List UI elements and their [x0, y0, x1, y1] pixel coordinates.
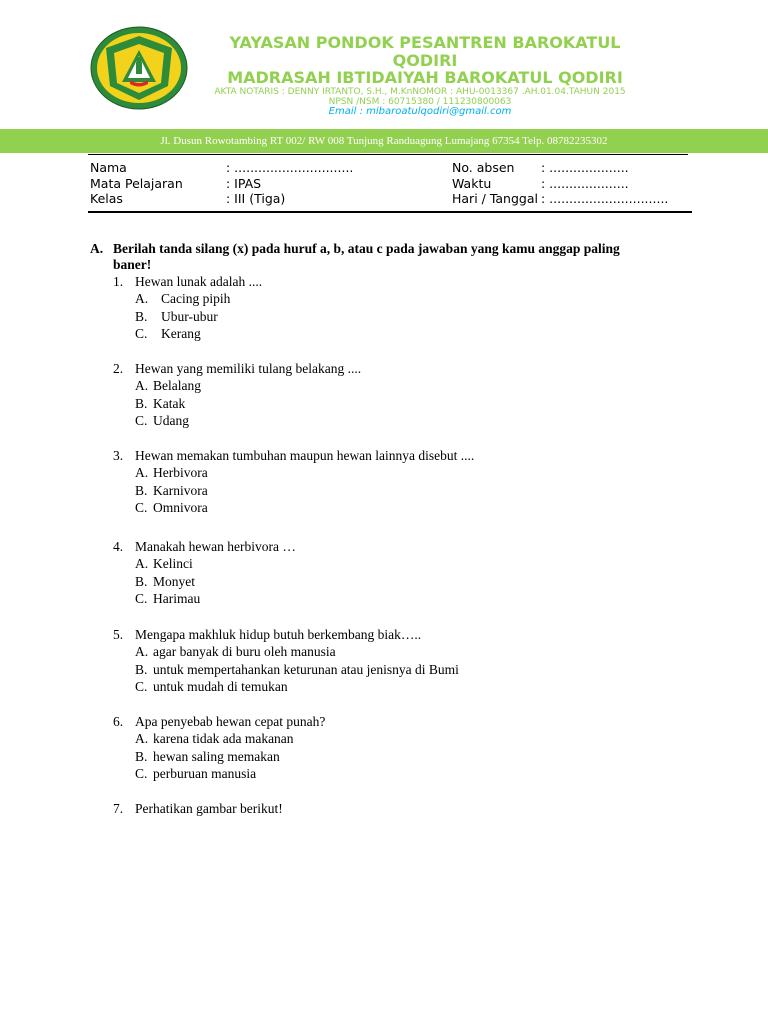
identity-top-rule	[88, 154, 688, 155]
class-value: : III (Tiga)	[226, 191, 286, 206]
option-letter[interactable]: C.	[135, 766, 148, 782]
absen-label: No. absen	[452, 160, 515, 175]
option-text: Herbivora	[153, 465, 208, 481]
option-text: Belalang	[153, 378, 201, 394]
section-instruction: Berilah tanda silang (x) pada huruf a, b, atau c pada jawaban yang kamu anggap paling baner!	[113, 241, 620, 272]
option-letter[interactable]: B.	[135, 308, 148, 324]
question-text: Mengapa makhluk hidup butuh berkembang biak…..	[135, 627, 422, 642]
option-letter[interactable]: B.	[135, 573, 148, 589]
name-label: Nama	[90, 160, 127, 175]
class-label: Kelas	[90, 191, 123, 206]
date-value: : ..............................	[541, 191, 669, 206]
option-text: agar banyak di buru oleh manusia	[153, 644, 336, 660]
option-text: Monyet	[153, 573, 195, 589]
time-label: Waktu	[452, 176, 492, 191]
option-letter[interactable]: A.	[135, 378, 149, 394]
option-letter[interactable]: B.	[135, 748, 148, 764]
option-text: perburuan manusia	[153, 766, 257, 782]
option-text: Kelinci	[153, 556, 193, 572]
option-text: Karnivora	[153, 482, 208, 498]
option-text: untuk mudah di temukan	[153, 679, 288, 695]
option-text: Cacing pipih	[161, 291, 231, 307]
option-letter[interactable]: A.	[135, 644, 149, 660]
name-value: : ..............................	[226, 160, 354, 175]
question-text: Hewan memakan tumbuhan maupun hewan lainnya disebut ....	[135, 448, 475, 463]
option-letter[interactable]: C.	[135, 591, 148, 607]
foundation-name-cont: QODIRI	[392, 51, 458, 70]
option-letter[interactable]: B.	[135, 661, 148, 677]
school-address: Jl. Dusun Rowotambing RT 002/ RW 008 Tunjung Randuagung Lumajang 67354 Telp. 08782235302	[160, 135, 608, 147]
option-text: Omnivora	[153, 500, 208, 516]
school-name: MADRASAH IBTIDAIYAH BAROKATUL QODIRI	[227, 68, 623, 87]
option-letter[interactable]: C.	[135, 326, 148, 342]
question-number: 4.	[113, 539, 124, 554]
option-text: hewan saling memakan	[153, 748, 280, 764]
option-text: Katak	[153, 395, 186, 411]
time-value: : ....................	[541, 176, 629, 191]
question-number: 7.	[113, 801, 124, 816]
foundation-name: YAYASAN PONDOK PESANTREN BAROKATUL	[229, 33, 621, 52]
option-text: Kerang	[161, 326, 201, 342]
option-letter[interactable]: A.	[135, 556, 149, 572]
option-letter[interactable]: B.	[135, 395, 148, 411]
question-text: Apa penyebab hewan cepat punah?	[135, 714, 326, 729]
npsn-info: NPSN /NSM : 60715380 / 111230800063	[328, 97, 512, 107]
option-letter[interactable]: C.	[135, 413, 148, 429]
question-number: 5.	[113, 627, 124, 642]
question-text: Hewan lunak adalah ....	[135, 274, 263, 289]
subject-label: Mata Pelajaran	[90, 176, 183, 191]
question-number: 3.	[113, 448, 124, 463]
option-letter[interactable]: A.	[135, 465, 149, 481]
question-text: Hewan yang memiliki tulang belakang ....	[135, 361, 362, 376]
identity-bottom-rule	[88, 211, 692, 213]
option-text: untuk mempertahankan keturunan atau jenisnya di Bumi	[153, 661, 459, 677]
question-number: 2.	[113, 361, 124, 376]
option-letter[interactable]: C.	[135, 679, 148, 695]
option-letter[interactable]: C.	[135, 500, 148, 516]
question-text: Perhatikan gambar berikut!	[135, 801, 283, 816]
question-number: 1.	[113, 274, 124, 289]
school-crest-icon	[90, 26, 188, 110]
question-number: 6.	[113, 714, 124, 729]
subject-value: : IPAS	[226, 176, 262, 191]
option-letter[interactable]: A.	[135, 731, 149, 747]
section-letter: A.	[90, 241, 104, 256]
question-text: Manakah hewan herbivora …	[135, 539, 296, 554]
option-letter[interactable]: B.	[135, 482, 148, 498]
absen-value: : ....................	[541, 160, 629, 175]
option-text: Udang	[153, 413, 189, 429]
school-email: Email : mibaroatulqodiri@gmail.com	[328, 106, 512, 116]
option-text: Ubur-ubur	[161, 308, 218, 324]
date-label: Hari / Tanggal	[452, 191, 538, 206]
option-text: karena tidak ada makanan	[153, 731, 294, 747]
option-letter[interactable]: A.	[135, 291, 149, 307]
option-text: Harimau	[153, 591, 201, 607]
notary-info: AKTA NOTARIS : DENNY IRTANTO, S.H., M.KnNOMOR : AHU-0013367 .AH.01.04.TAHUN 2015	[214, 87, 626, 97]
